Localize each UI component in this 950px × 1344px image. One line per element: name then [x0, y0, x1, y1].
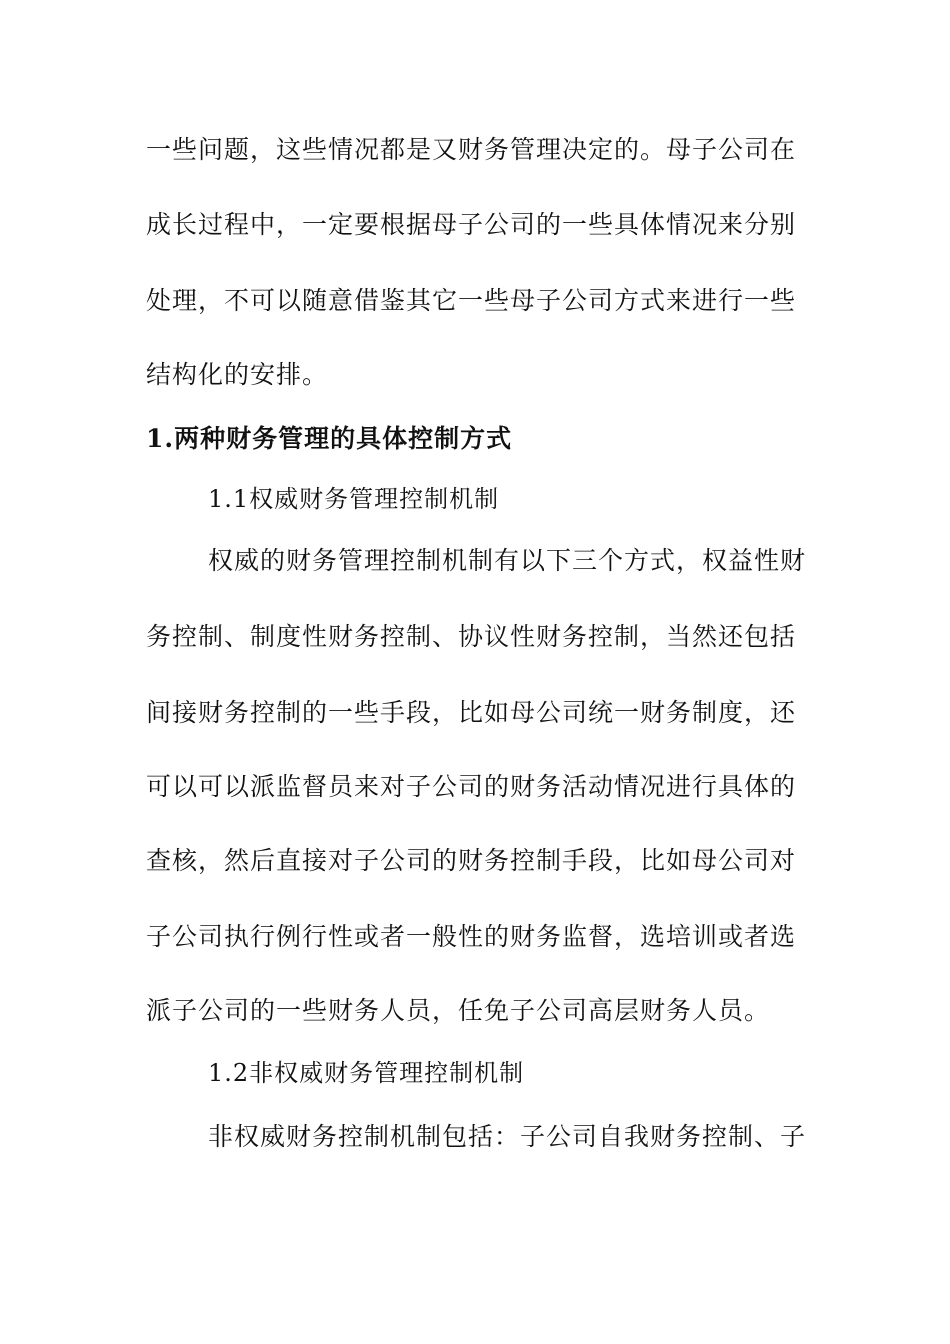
paragraph-line: 查核，然后直接对子公司的财务控制手段，比如母公司对 — [146, 846, 797, 875]
paragraph-line: 结构化的安排。 — [146, 360, 329, 389]
paragraph-line: 派子公司的一些财务人员，任免子公司高层财务人员。 — [146, 996, 771, 1025]
paragraph-line: 一些问题，这些情况都是又财务管理决定的。母子公司在 — [146, 135, 797, 164]
subsection-heading: 1.2非权威财务管理控制机制 — [208, 1059, 525, 1087]
paragraph-line: 间接财务控制的一些手段，比如母公司统一财务制度，还 — [146, 698, 797, 727]
paragraph-line: 可以可以派监督员来对子公司的财务活动情况进行具体的 — [146, 772, 797, 801]
paragraph-line: 权威的财务管理控制机制有以下三个方式，权益性财 — [208, 546, 807, 575]
paragraph-line: 处理，不可以随意借鉴其它一些母子公司方式来进行一些 — [146, 286, 797, 315]
subsection-heading: 1.1权威财务管理控制机制 — [208, 485, 500, 513]
paragraph-line: 非权威财务控制机制包括：子公司自我财务控制、子 — [208, 1122, 807, 1151]
paragraph-line: 成长过程中，一定要根据母子公司的一些具体情况来分别 — [146, 210, 797, 239]
paragraph-line: 子公司执行例行性或者一般性的财务监督，选培训或者选 — [146, 922, 797, 951]
paragraph-line: 务控制、制度性财务控制、协议性财务控制，当然还包括 — [146, 622, 797, 651]
section-heading: 1.两种财务管理的具体控制方式 — [146, 424, 513, 453]
